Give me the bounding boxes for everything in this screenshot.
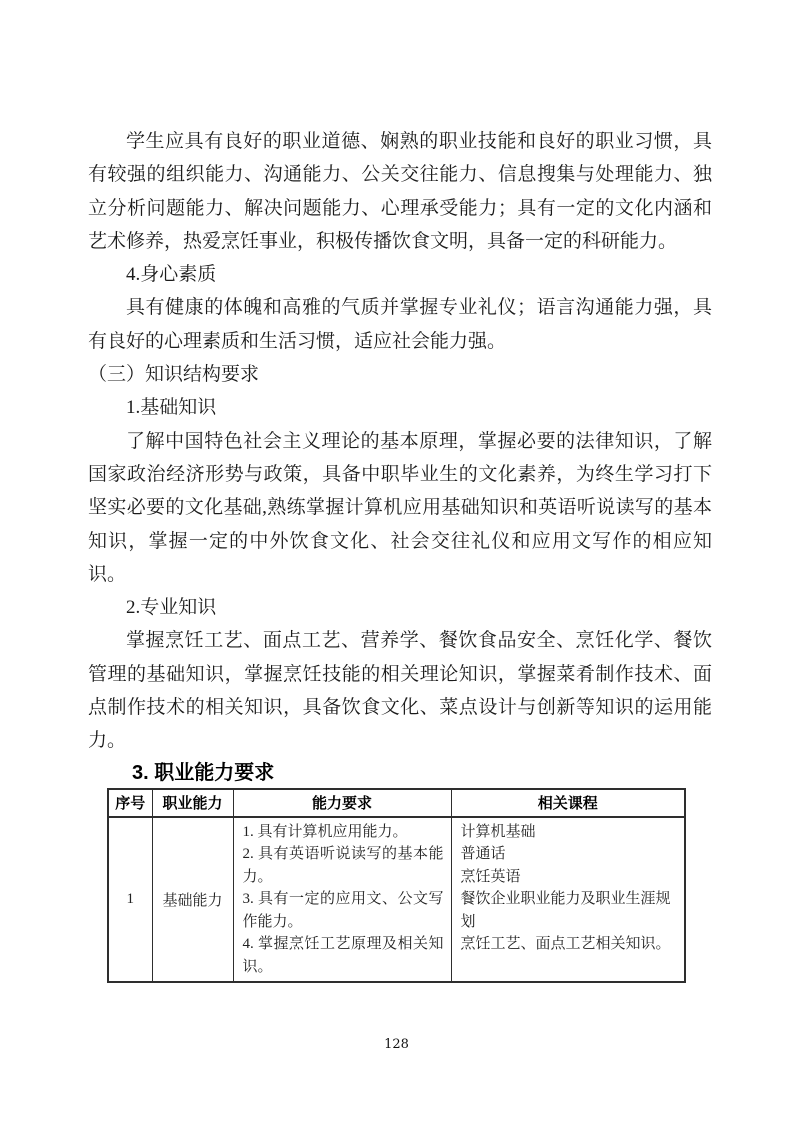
heading-professional-knowledge: 2.专业知识 xyxy=(126,597,217,619)
table-row xyxy=(108,817,685,983)
cell-serial-no: 1 xyxy=(108,817,152,983)
heading-vocational-ability-requirements: 3. 职业能力要求 xyxy=(132,761,275,784)
course-item: 计算机基础 xyxy=(460,823,536,840)
course-item: 餐饮企业职业能力及职业生涯规划 xyxy=(460,891,671,930)
heading-basic-knowledge: 1.基础知识 xyxy=(126,397,217,419)
paragraph-professional-knowledge: 掌握烹饪工艺、面点工艺、营养学、餐饮食品安全、烹饪化学、餐饮管理的基础知识，掌握烹饪技能的相关理论知识，掌握菜肴制作技术、面点制作技术的相关知识，具备饮食文化、菜点设计与创新等知识的运用能力。 xyxy=(88,630,712,752)
requirement-item: 3. 具有一定的应用文、公文写作能力。 xyxy=(242,891,444,930)
ability-requirements-table xyxy=(107,788,686,984)
page-number: 128 xyxy=(384,1037,409,1052)
requirement-item: 4. 掌握烹饪工艺原理及相关知识。 xyxy=(242,936,444,975)
column-header-related-courses: 相关课程 xyxy=(451,789,685,817)
course-item: 烹饪英语 xyxy=(460,868,521,885)
column-header-serial-no: 序号 xyxy=(108,789,152,817)
column-header-ability-requirements: 能力要求 xyxy=(233,789,451,817)
cell-vocational-ability: 基础能力 xyxy=(152,817,233,983)
paragraph-professional-quality: 学生应具有良好的职业道德、娴熟的职业技能和良好的职业习惯，具有较强的组织能力、沟通能力、公关交往能力、信息搜集与处理能力、独立分析问题能力、解决问题能力、心理承受能力；具有一定的文化内涵和艺术修养，热爱烹饪事业，积极传播饮食文明，具备一定的科研能力。 xyxy=(88,131,712,252)
cell-ability-requirements xyxy=(233,817,451,983)
course-item: 烹饪工艺、面点工艺相关知识。 xyxy=(460,936,671,953)
page-content xyxy=(88,125,712,983)
course-item: 普通话 xyxy=(460,846,506,863)
requirement-item: 2. 具有英语听说读写的基本能力。 xyxy=(242,846,444,885)
requirement-item: 1. 具有计算机应用能力。 xyxy=(242,823,408,840)
heading-body-mind-quality: 4.身心素质 xyxy=(126,264,217,286)
paragraph-basic-knowledge: 了解中国特色社会主义理论的基本原理，掌握必要的法律知识，了解国家政治经济形势与政策，具备中职毕业生的文化素养，为终生学习打下坚实必要的文化基础,熟练掌握计算机应用基础知识和英语听说读写的基本知识，掌握一定的中外饮食文化、社会交往礼仪和应用文写作的相应知识。 xyxy=(88,430,712,585)
heading-knowledge-structure: （三）知识结构要求 xyxy=(88,364,260,386)
table-header-row xyxy=(108,789,685,817)
column-header-vocational-ability: 职业能力 xyxy=(152,789,233,817)
cell-related-courses xyxy=(451,817,685,983)
paragraph-body-mind-quality: 具有健康的体魄和高雅的气质并掌握专业礼仪；语言沟通能力强，具有良好的心理素质和生活习惯，适应社会能力强。 xyxy=(88,297,712,352)
